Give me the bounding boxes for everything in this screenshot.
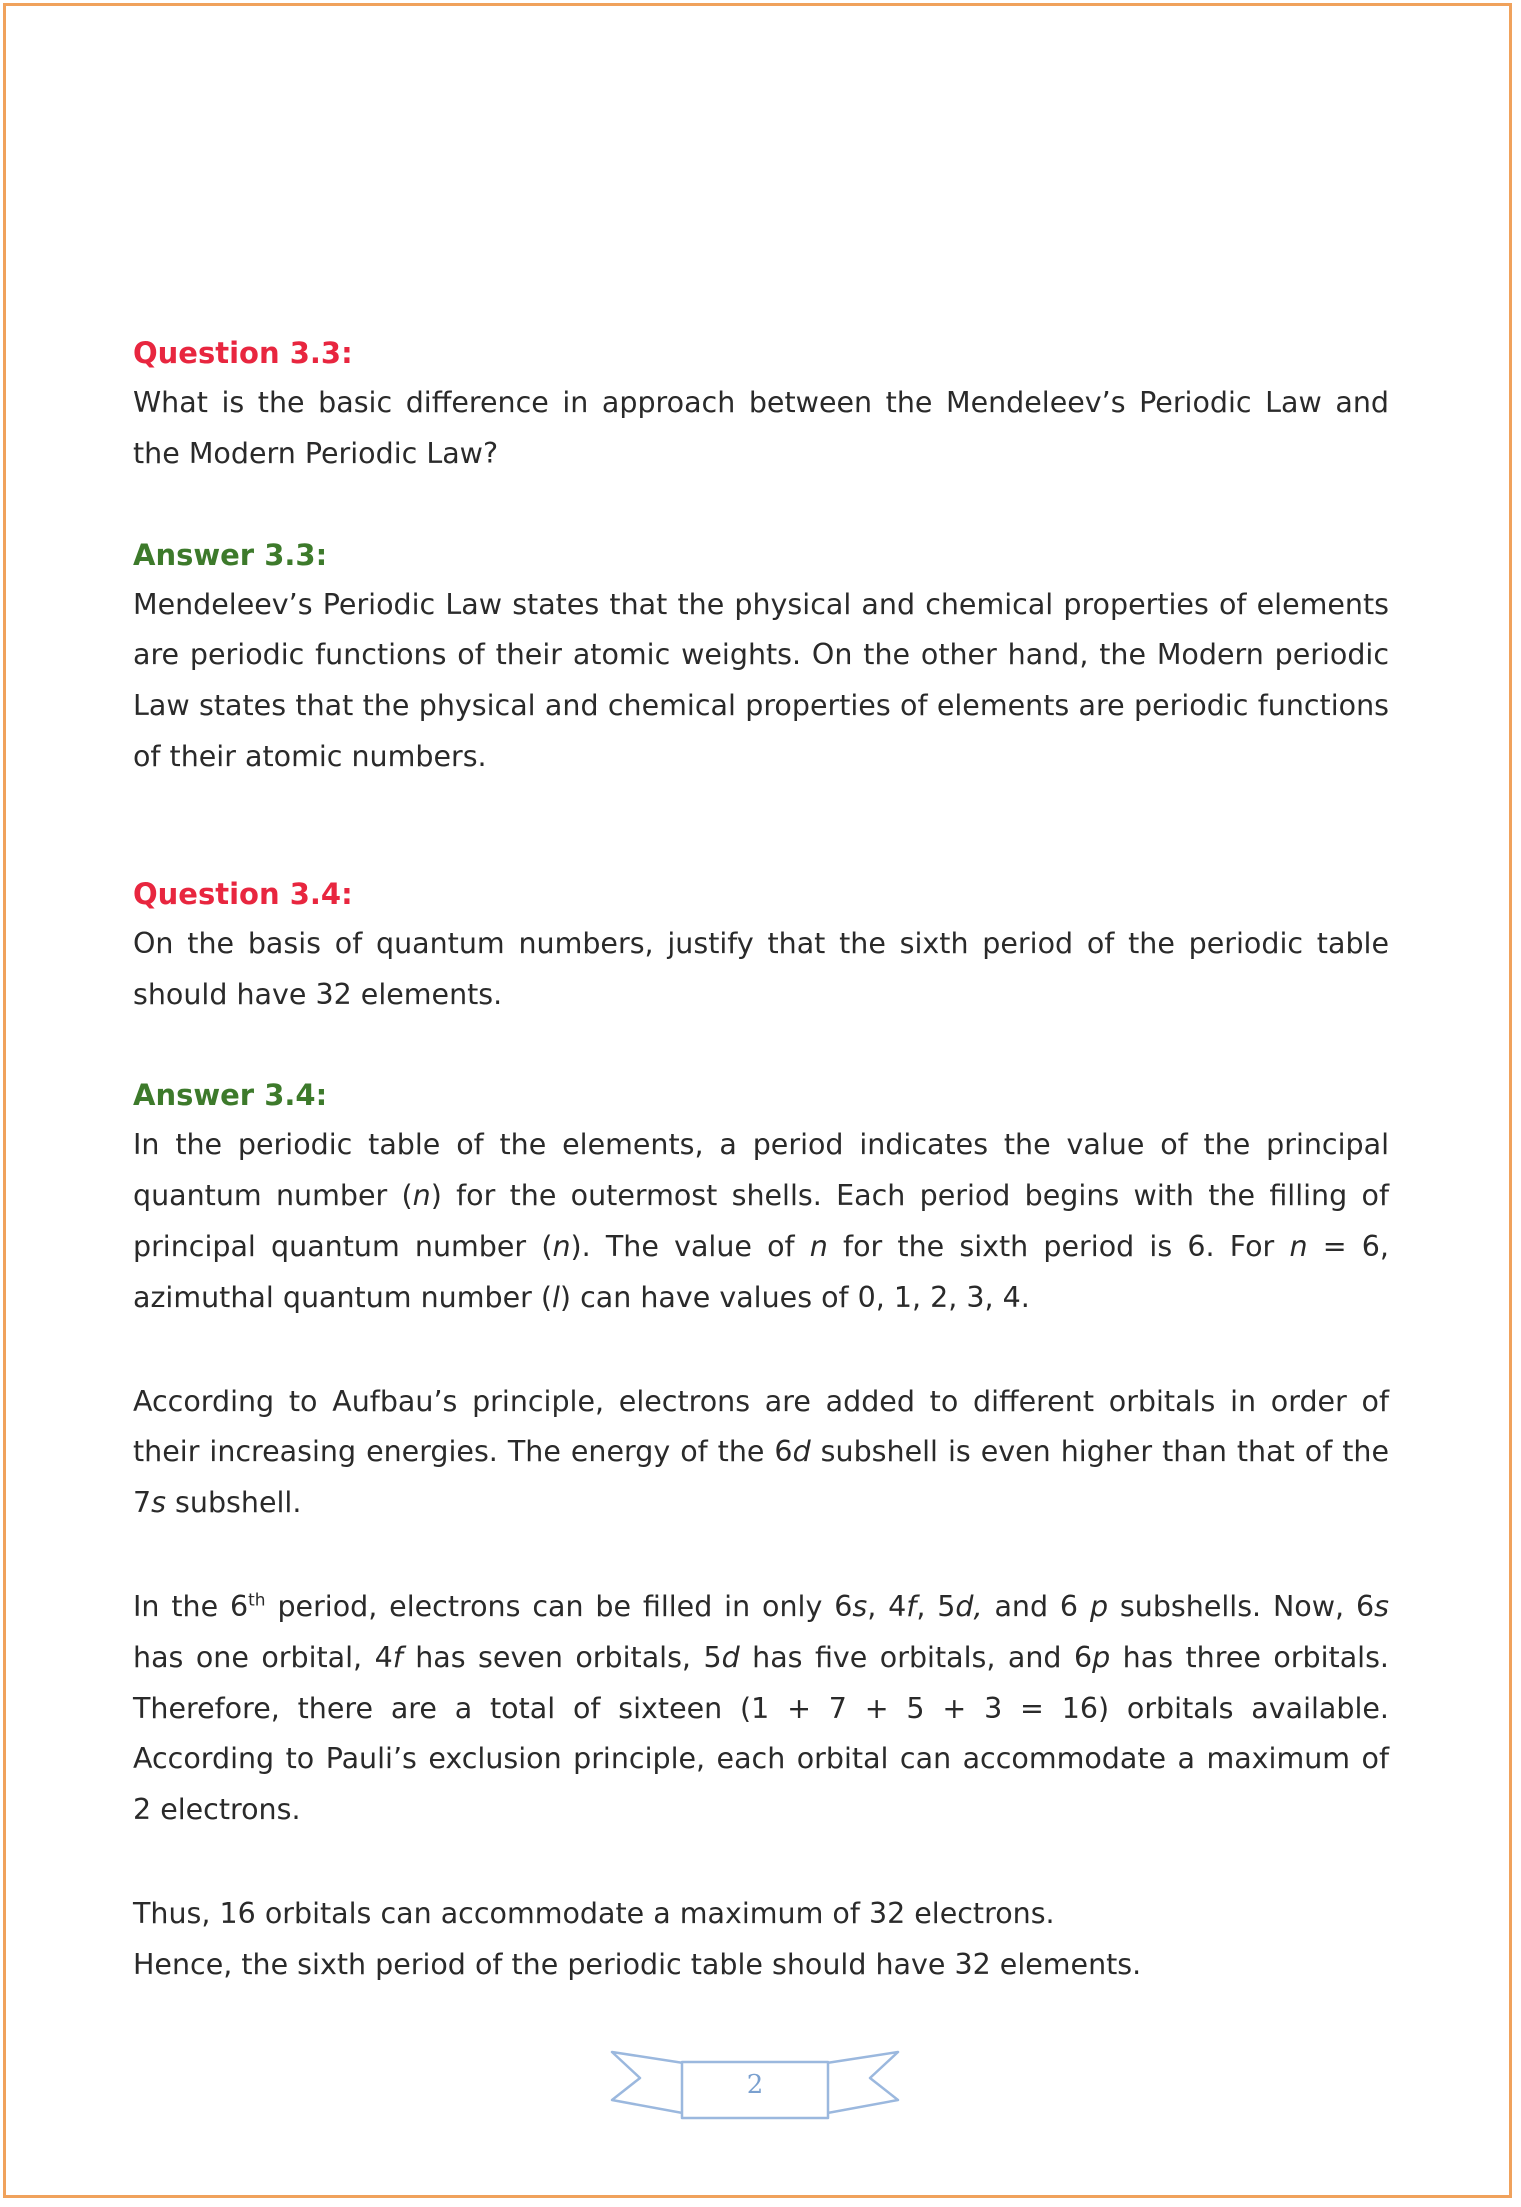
question-3-4-heading: Question 3.4: [133,876,353,911]
question-3-4-text: On the basis of quantum numbers, justify that the sixth period of the periodic table should have 32 elements. [133,926,1389,1011]
answer-3-4-heading: Answer 3.4: [133,1078,328,1113]
question-3-3-text: What is the basic difference in approach between the Mendeleev’s Periodic Law and the Modern Periodic Law? [133,386,1389,470]
answer-3-4-conclusion-2: Hence, the sixth period of the periodic table should have 32 elements. [133,1947,1142,1981]
answer-3-4-paragraph-2: According to Aufbau’s principle, electrons are added to different orbitals in order of their increasing energies. The energy of the 6d subshell is even higher than that of the 7s subshell. [133,1384,1390,1520]
answer-3-4-paragraph-3: In the 6th period, electrons can be filled in only 6s, 4f, 5d, and 6 p subshells. Now, 6s has one orbital, 4f has seven orbitals, 5d has five orbitals, and 6p has three orbitals. Therefore, there are a total of sixteen (1 + 7 + 5 + 3 = 16) orbitals available. According to Pauli’s exclusion principle, each orbital can accommodate a maximum of 2 electrons. [133,1589,1389,1827]
answer-3-4-conclusion-1: Thus, 16 orbitals can accommodate a maximum of 32 electrons. [133,1896,1055,1930]
question-3-3-heading: Question 3.3: [133,336,353,370]
answer-3-3-heading: Answer 3.3: [133,537,328,572]
page-number: 2 [746,2070,764,2100]
answer-3-4-paragraph-1: In the periodic table of the elements, a period indicates the value of the principal quantum number (n) for the outermost shells. Each period begins with the filling of principal quantum number (n). The value of n for the sixth period is 6. For n = 6, azimuthal quantum number (l) can have values of 0, 1, 2, 3, 4. [133,1128,1389,1314]
answer-3-3-text: Mendeleev’s Periodic Law states that the physical and chemical properties of elements are periodic functions of their atomic weights. On the other hand, the Modern periodic Law states that the physical and chemical properties of elements are periodic functions of their atomic numbers. [133,587,1389,773]
document-body [133,328,1389,1991]
page-number-ribbon [610,2048,900,2126]
